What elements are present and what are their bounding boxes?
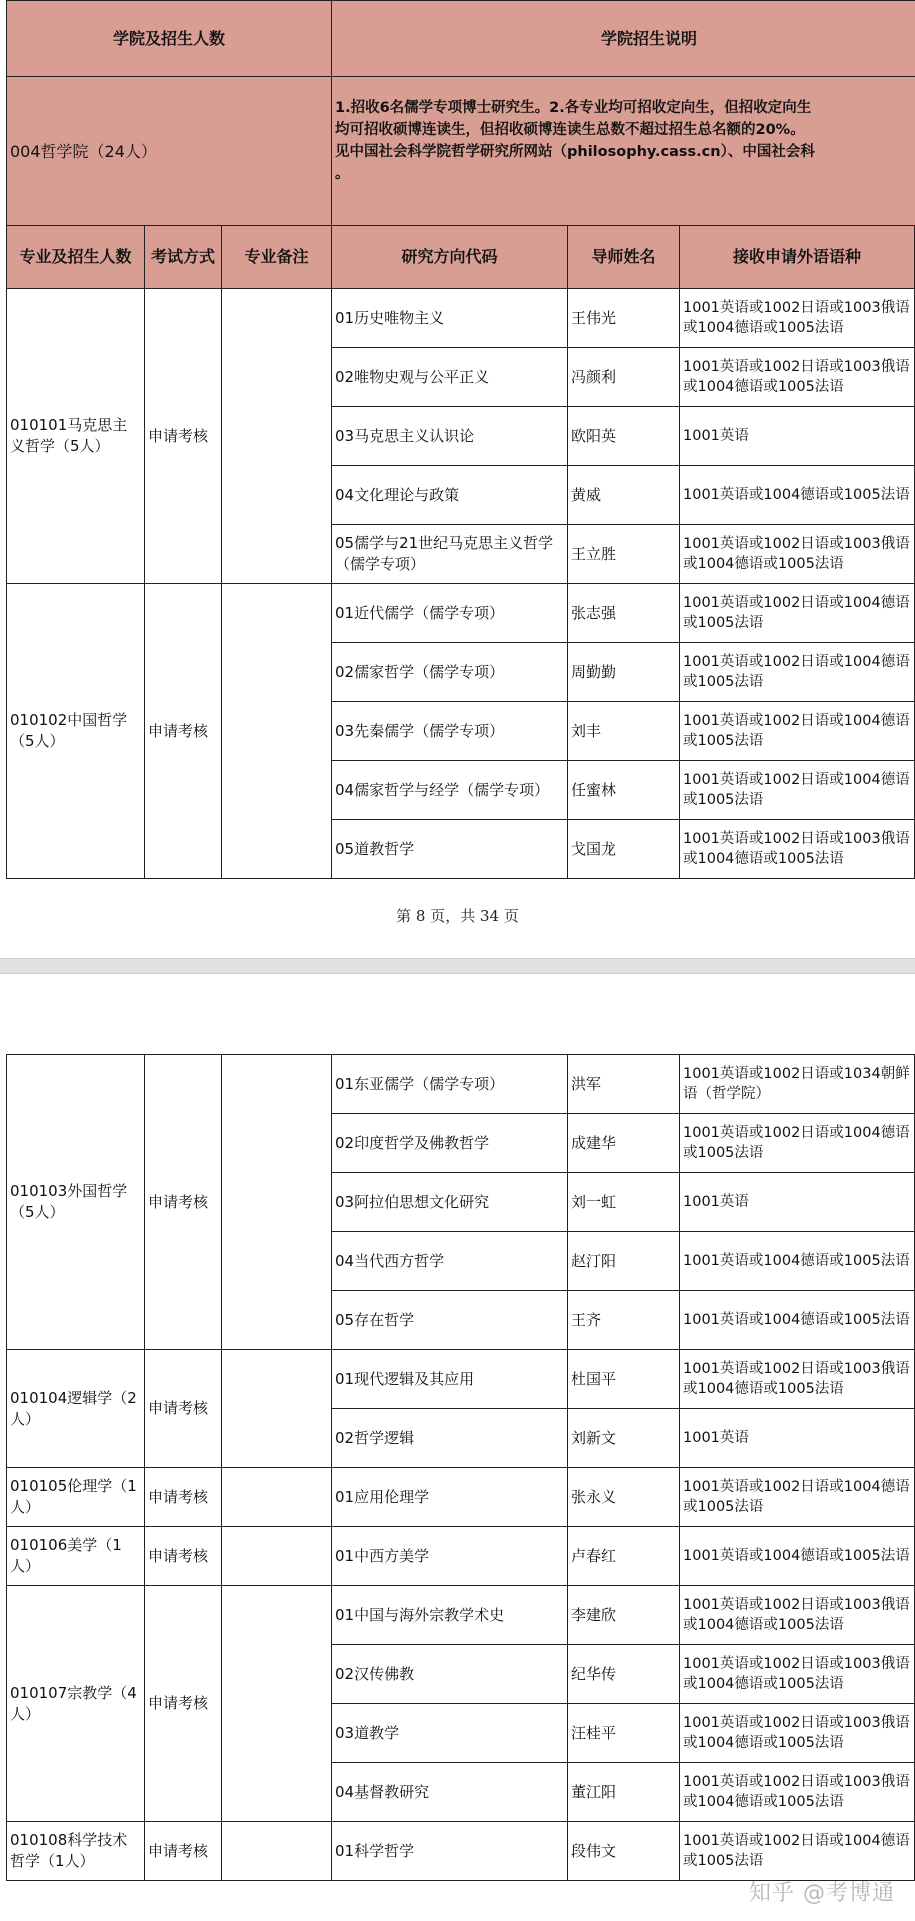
- direction-cell: 04基督教研究: [332, 1763, 568, 1822]
- tutor-cell: 王伟光: [568, 289, 680, 348]
- table-row: [7, 1350, 915, 1409]
- page-footer: 第 8 页，共 34 页: [396, 907, 519, 925]
- remark-cell: [222, 289, 332, 584]
- direction-cell: 04当代西方哲学: [332, 1232, 568, 1291]
- language-cell: 1001英语或1002日语或1003俄语或1004德语或1005法语: [680, 820, 915, 879]
- tutor-cell: 董江阳: [568, 1763, 680, 1822]
- remark-cell: [222, 1527, 332, 1586]
- remark-cell: [222, 1468, 332, 1527]
- language-cell: 1001英语或1002日语或1003俄语或1004德语或1005法语: [680, 289, 915, 348]
- remark-cell: [222, 1586, 332, 1822]
- direction-cell: 05儒学与21世纪马克思主义哲学（儒学专项）: [332, 525, 568, 584]
- language-cell: 1001英语或1002日语或1004德语或1005法语: [680, 761, 915, 820]
- major-cell: 010107宗教学（4人）: [7, 1586, 145, 1822]
- tutor-cell: 段伟文: [568, 1822, 680, 1881]
- page-separator: [0, 958, 915, 974]
- tutor-cell: 成建华: [568, 1114, 680, 1173]
- college-note: 1.招收6名儒学专项博士研究生。2.各专业均可招收定向生，但招收定向生 均可招收硕博连读生，但招收硕博连读生总数不超过招生总名额的20%。 见中国社会科学院哲学研究所网站（philosophy.cass.cn）、中国社会科 。: [332, 77, 915, 226]
- enrollment-table-page-9: [6, 1054, 915, 1881]
- language-cell: 1001英语或1002日语或1004德语或1005法语: [680, 702, 915, 761]
- direction-cell: 01应用伦理学: [332, 1468, 568, 1527]
- direction-cell: 03阿拉伯思想文化研究: [332, 1173, 568, 1232]
- tutor-cell: 李建欣: [568, 1586, 680, 1645]
- table-row: [7, 289, 915, 348]
- enrollment-table-page-8: [6, 0, 915, 879]
- col-header-tutor: 导师姓名: [568, 226, 680, 289]
- language-cell: 1001英语或1002日语或1004德语或1005法语: [680, 1468, 915, 1527]
- direction-cell: 01东亚儒学（儒学专项）: [332, 1055, 568, 1114]
- language-cell: 1001英语或1002日语或1004德语或1005法语: [680, 584, 915, 643]
- tutor-cell: 赵汀阳: [568, 1232, 680, 1291]
- exam-method-cell: 申请考核: [145, 1468, 222, 1527]
- language-cell: 1001英语或1002日语或1034朝鲜语（哲学院）: [680, 1055, 915, 1114]
- exam-method-cell: 申请考核: [145, 1527, 222, 1586]
- language-cell: 1001英语或1002日语或1004德语或1005法语: [680, 1114, 915, 1173]
- direction-cell: 03马克思主义认识论: [332, 407, 568, 466]
- col-header-exam: 考试方式: [145, 226, 222, 289]
- tutor-cell: 张永义: [568, 1468, 680, 1527]
- language-cell: 1001英语: [680, 407, 915, 466]
- direction-cell: 01科学哲学: [332, 1822, 568, 1881]
- direction-cell: 01现代逻辑及其应用: [332, 1350, 568, 1409]
- col-header-remark: 专业备注: [222, 226, 332, 289]
- direction-cell: 05存在哲学: [332, 1291, 568, 1350]
- tutor-cell: 洪军: [568, 1055, 680, 1114]
- major-cell: 010108科学技术哲学（1人）: [7, 1822, 145, 1881]
- table-row: [7, 1055, 915, 1114]
- college-name: 004哲学院（24人）: [7, 77, 332, 226]
- direction-cell: 02儒家哲学（儒学专项）: [332, 643, 568, 702]
- direction-cell: 01历史唯物主义: [332, 289, 568, 348]
- remark-cell: [222, 1350, 332, 1468]
- tutor-cell: 任蜜林: [568, 761, 680, 820]
- major-cell: 010104逻辑学（2人）: [7, 1350, 145, 1468]
- exam-method-cell: 申请考核: [145, 1822, 222, 1881]
- tutor-cell: 汪桂平: [568, 1704, 680, 1763]
- language-cell: 1001英语: [680, 1173, 915, 1232]
- tutor-cell: 张志强: [568, 584, 680, 643]
- tutor-cell: 黄威: [568, 466, 680, 525]
- direction-cell: 01近代儒学（儒学专项）: [332, 584, 568, 643]
- major-cell: 010106美学（1人）: [7, 1527, 145, 1586]
- table-row: [7, 584, 915, 643]
- tutor-cell: 纪华传: [568, 1645, 680, 1704]
- header-college-notes: 学院招生说明: [332, 1, 915, 77]
- major-cell: 010101马克思主义哲学（5人）: [7, 289, 145, 584]
- header-college-and-quota: 学院及招生人数: [7, 1, 332, 77]
- major-cell: 010102中国哲学（5人）: [7, 584, 145, 879]
- language-cell: 1001英语或1002日语或1004德语或1005法语: [680, 643, 915, 702]
- tutor-cell: 刘新文: [568, 1409, 680, 1468]
- language-cell: 1001英语或1002日语或1003俄语或1004德语或1005法语: [680, 1350, 915, 1409]
- direction-cell: 02印度哲学及佛教哲学: [332, 1114, 568, 1173]
- table-row: [7, 1468, 915, 1527]
- direction-cell: 01中西方美学: [332, 1527, 568, 1586]
- language-cell: 1001英语: [680, 1409, 915, 1468]
- direction-cell: 02唯物史观与公平正义: [332, 348, 568, 407]
- language-cell: 1001英语或1002日语或1003俄语或1004德语或1005法语: [680, 1704, 915, 1763]
- tutor-cell: 周勤勤: [568, 643, 680, 702]
- remark-cell: [222, 584, 332, 879]
- direction-cell: 02汉传佛教: [332, 1645, 568, 1704]
- direction-cell: 05道教哲学: [332, 820, 568, 879]
- direction-cell: 02哲学逻辑: [332, 1409, 568, 1468]
- exam-method-cell: 申请考核: [145, 1586, 222, 1822]
- language-cell: 1001英语或1002日语或1003俄语或1004德语或1005法语: [680, 1586, 915, 1645]
- direction-cell: 01中国与海外宗教学术史: [332, 1586, 568, 1645]
- direction-cell: 04儒家哲学与经学（儒学专项）: [332, 761, 568, 820]
- language-cell: 1001英语或1004德语或1005法语: [680, 1291, 915, 1350]
- col-header-language: 接收申请外语语种: [680, 226, 915, 289]
- tutor-cell: 王立胜: [568, 525, 680, 584]
- direction-cell: 04文化理论与政策: [332, 466, 568, 525]
- remark-cell: [222, 1055, 332, 1350]
- language-cell: 1001英语或1002日语或1003俄语或1004德语或1005法语: [680, 1645, 915, 1704]
- table-row: [7, 1527, 915, 1586]
- exam-method-cell: 申请考核: [145, 289, 222, 584]
- language-cell: 1001英语或1004德语或1005法语: [680, 466, 915, 525]
- tutor-cell: 刘丰: [568, 702, 680, 761]
- exam-method-cell: 申请考核: [145, 584, 222, 879]
- exam-method-cell: 申请考核: [145, 1055, 222, 1350]
- direction-cell: 03道教学: [332, 1704, 568, 1763]
- col-header-direction: 研究方向代码: [332, 226, 568, 289]
- tutor-cell: 欧阳英: [568, 407, 680, 466]
- tutor-cell: 刘一虹: [568, 1173, 680, 1232]
- major-cell: 010103外国哲学（5人）: [7, 1055, 145, 1350]
- tutor-cell: 杜国平: [568, 1350, 680, 1409]
- col-header-major: 专业及招生人数: [7, 226, 145, 289]
- direction-cell: 03先秦儒学（儒学专项）: [332, 702, 568, 761]
- exam-method-cell: 申请考核: [145, 1350, 222, 1468]
- language-cell: 1001英语或1004德语或1005法语: [680, 1232, 915, 1291]
- table-row: [7, 1586, 915, 1645]
- language-cell: 1001英语或1002日语或1003俄语或1004德语或1005法语: [680, 348, 915, 407]
- watermark: 知乎 @考博通: [749, 1881, 895, 1906]
- language-cell: 1001英语或1004德语或1005法语: [680, 1527, 915, 1586]
- table-row: [7, 1822, 915, 1881]
- tutor-cell: 冯颜利: [568, 348, 680, 407]
- major-cell: 010105伦理学（1人）: [7, 1468, 145, 1527]
- remark-cell: [222, 1822, 332, 1881]
- language-cell: 1001英语或1002日语或1003俄语或1004德语或1005法语: [680, 1763, 915, 1822]
- tutor-cell: 卢春红: [568, 1527, 680, 1586]
- language-cell: 1001英语或1002日语或1004德语或1005法语: [680, 1822, 915, 1881]
- tutor-cell: 戈国龙: [568, 820, 680, 879]
- tutor-cell: 王齐: [568, 1291, 680, 1350]
- language-cell: 1001英语或1002日语或1003俄语或1004德语或1005法语: [680, 525, 915, 584]
